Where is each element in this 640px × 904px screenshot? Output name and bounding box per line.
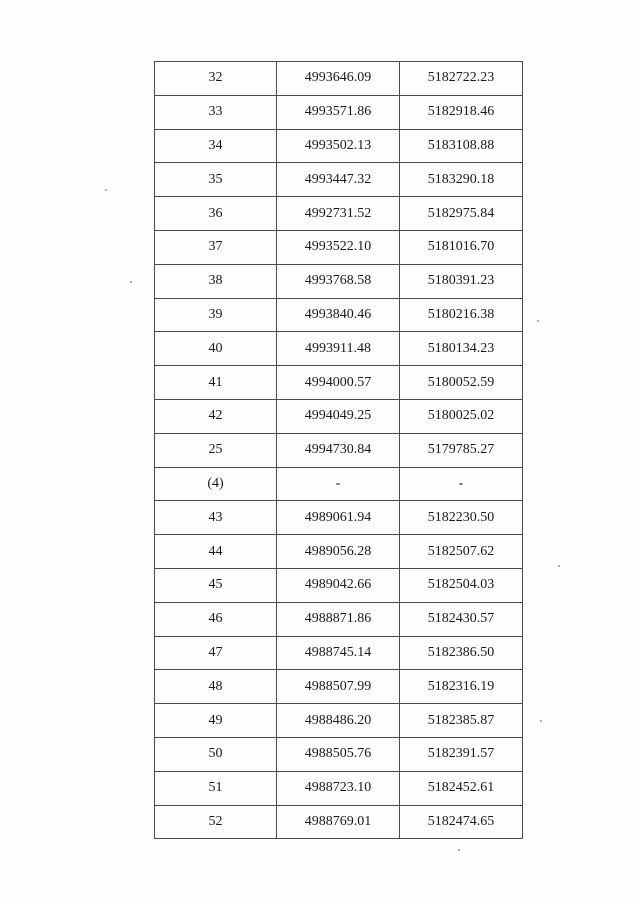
table-row (155, 737, 523, 771)
x-coordinate-cell: 4992731.52 (277, 197, 400, 231)
point-number-cell: 36 (155, 197, 277, 231)
y-coordinate-cell: 5180216.38 (400, 298, 523, 332)
x-coordinate-cell: 4993911.48 (277, 332, 400, 366)
y-coordinate-cell: 5180134.23 (400, 332, 523, 366)
x-coordinate-cell: 4993571.86 (277, 95, 400, 129)
x-coordinate-cell: 4988871.86 (277, 602, 400, 636)
y-coordinate-cell: - (400, 467, 523, 501)
y-coordinate-cell: 5182430.57 (400, 602, 523, 636)
x-coordinate-cell: 4989061.94 (277, 501, 400, 535)
point-number-cell: 45 (155, 568, 277, 602)
point-number-cell: 42 (155, 399, 277, 433)
scan-speck (558, 565, 560, 567)
y-coordinate-cell: 5180391.23 (400, 264, 523, 298)
point-number-cell: 43 (155, 501, 277, 535)
point-number-cell: 49 (155, 704, 277, 738)
x-coordinate-cell: 4988769.01 (277, 805, 400, 839)
point-number-cell: 41 (155, 366, 277, 400)
x-coordinate-cell: 4988723.10 (277, 771, 400, 805)
coordinate-table (154, 61, 523, 839)
x-coordinate-cell: 4993768.58 (277, 264, 400, 298)
y-coordinate-cell: 5182230.50 (400, 501, 523, 535)
y-coordinate-cell: 5182452.61 (400, 771, 523, 805)
table-row (155, 95, 523, 129)
y-coordinate-cell: 5183290.18 (400, 163, 523, 197)
point-number-cell: 37 (155, 230, 277, 264)
y-coordinate-cell: 5181016.70 (400, 230, 523, 264)
x-coordinate-cell: 4988745.14 (277, 636, 400, 670)
table-row (155, 501, 523, 535)
point-number-cell: 46 (155, 602, 277, 636)
table-row (155, 197, 523, 231)
table-row (155, 163, 523, 197)
table-row (155, 602, 523, 636)
x-coordinate-cell: 4993646.09 (277, 62, 400, 96)
table-row (155, 636, 523, 670)
point-number-cell: 32 (155, 62, 277, 96)
y-coordinate-cell: 5182975.84 (400, 197, 523, 231)
scan-speck (130, 281, 132, 283)
point-number-cell: 47 (155, 636, 277, 670)
table-row (155, 399, 523, 433)
x-coordinate-cell: 4993840.46 (277, 298, 400, 332)
point-number-cell: 35 (155, 163, 277, 197)
table-row (155, 129, 523, 163)
point-number-cell: (4) (155, 467, 277, 501)
y-coordinate-cell: 5182918.46 (400, 95, 523, 129)
table-row (155, 298, 523, 332)
table-row (155, 704, 523, 738)
point-number-cell: 25 (155, 433, 277, 467)
y-coordinate-cell: 5182385.87 (400, 704, 523, 738)
y-coordinate-cell: 5182316.19 (400, 670, 523, 704)
table-row (155, 264, 523, 298)
x-coordinate-cell: 4989042.66 (277, 568, 400, 602)
table-row (155, 366, 523, 400)
y-coordinate-cell: 5182722.23 (400, 62, 523, 96)
x-coordinate-cell: 4988486.20 (277, 704, 400, 738)
point-number-cell: 38 (155, 264, 277, 298)
y-coordinate-cell: 5182391.57 (400, 737, 523, 771)
y-coordinate-cell: 5179785.27 (400, 433, 523, 467)
point-number-cell: 34 (155, 129, 277, 163)
y-coordinate-cell: 5180025.02 (400, 399, 523, 433)
scan-speck (537, 320, 539, 322)
point-number-cell: 44 (155, 535, 277, 569)
point-number-cell: 50 (155, 737, 277, 771)
x-coordinate-cell: 4994049.25 (277, 399, 400, 433)
y-coordinate-cell: 5182507.62 (400, 535, 523, 569)
point-number-cell: 40 (155, 332, 277, 366)
table-row (155, 670, 523, 704)
table-row (155, 467, 523, 501)
point-number-cell: 39 (155, 298, 277, 332)
x-coordinate-cell: 4993502.13 (277, 129, 400, 163)
table-row (155, 771, 523, 805)
table-row (155, 805, 523, 839)
y-coordinate-cell: 5180052.59 (400, 366, 523, 400)
x-coordinate-cell: 4993447.32 (277, 163, 400, 197)
table-row (155, 433, 523, 467)
table-row (155, 535, 523, 569)
x-coordinate-cell: 4993522.10 (277, 230, 400, 264)
scan-speck (458, 849, 460, 851)
point-number-cell: 51 (155, 771, 277, 805)
table-row (155, 230, 523, 264)
x-coordinate-cell: - (277, 467, 400, 501)
point-number-cell: 52 (155, 805, 277, 839)
table-row (155, 568, 523, 602)
x-coordinate-cell: 4988507.99 (277, 670, 400, 704)
y-coordinate-cell: 5182504.03 (400, 568, 523, 602)
x-coordinate-cell: 4994000.57 (277, 366, 400, 400)
y-coordinate-cell: 5183108.88 (400, 129, 523, 163)
x-coordinate-cell: 4994730.84 (277, 433, 400, 467)
point-number-cell: 48 (155, 670, 277, 704)
y-coordinate-cell: 5182386.50 (400, 636, 523, 670)
y-coordinate-cell: 5182474.65 (400, 805, 523, 839)
point-number-cell: 33 (155, 95, 277, 129)
table-row (155, 62, 523, 96)
scan-speck (540, 720, 542, 722)
table-row (155, 332, 523, 366)
scan-speck (105, 189, 107, 191)
x-coordinate-cell: 4988505.76 (277, 737, 400, 771)
x-coordinate-cell: 4989056.28 (277, 535, 400, 569)
